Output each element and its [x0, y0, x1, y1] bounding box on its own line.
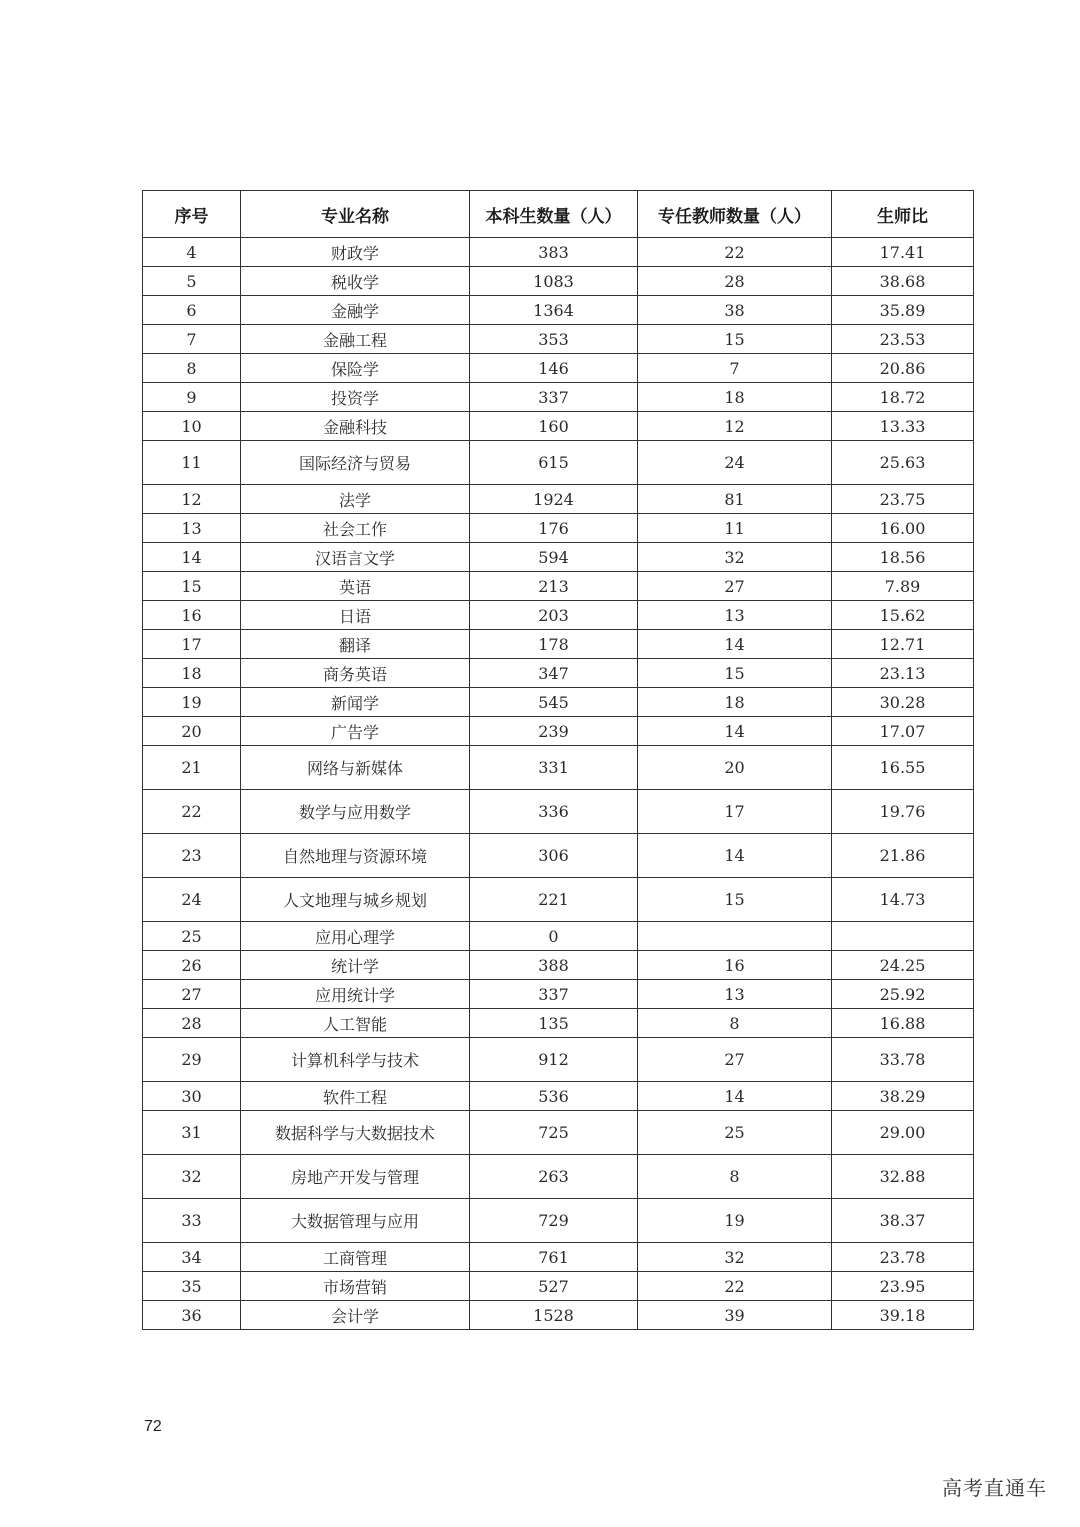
- table-row: [143, 441, 974, 485]
- cell-teacher-count: 11: [638, 514, 832, 543]
- table-row: [143, 1155, 974, 1199]
- cell-major-name: 投资学: [241, 383, 470, 412]
- cell-teacher-count: 20: [638, 746, 832, 790]
- cell-undergrad-count: 347: [470, 659, 638, 688]
- table-row: [143, 325, 974, 354]
- table-row: [143, 834, 974, 878]
- cell-teacher-count: 14: [638, 1082, 832, 1111]
- cell-teacher-count: 14: [638, 717, 832, 746]
- cell-index: 36: [143, 1301, 241, 1330]
- table-row: [143, 238, 974, 267]
- cell-major-name: 保险学: [241, 354, 470, 383]
- cell-index: 23: [143, 834, 241, 878]
- cell-teacher-count: 32: [638, 1243, 832, 1272]
- cell-major-name: 计算机科学与技术: [241, 1038, 470, 1082]
- table-row: [143, 383, 974, 412]
- cell-teacher-count: 7: [638, 354, 832, 383]
- cell-ratio: 18.56: [832, 543, 974, 572]
- cell-teacher-count: 15: [638, 878, 832, 922]
- cell-ratio: 32.88: [832, 1155, 974, 1199]
- table-row: [143, 1009, 974, 1038]
- cell-index: 31: [143, 1111, 241, 1155]
- cell-major-name: 大数据管理与应用: [241, 1199, 470, 1243]
- cell-teacher-count: 13: [638, 980, 832, 1009]
- cell-index: 12: [143, 485, 241, 514]
- cell-undergrad-count: 725: [470, 1111, 638, 1155]
- table-row: [143, 688, 974, 717]
- cell-major-name: 市场营销: [241, 1272, 470, 1301]
- cell-ratio: 16.88: [832, 1009, 974, 1038]
- cell-undergrad-count: 135: [470, 1009, 638, 1038]
- cell-undergrad-count: 337: [470, 383, 638, 412]
- cell-index: 21: [143, 746, 241, 790]
- cell-major-name: 应用心理学: [241, 922, 470, 951]
- table-row: [143, 1301, 974, 1330]
- cell-undergrad-count: 761: [470, 1243, 638, 1272]
- cell-index: 6: [143, 296, 241, 325]
- cell-ratio: 38.68: [832, 267, 974, 296]
- table-row: [143, 790, 974, 834]
- cell-teacher-count: 25: [638, 1111, 832, 1155]
- table-row: [143, 572, 974, 601]
- cell-major-name: 应用统计学: [241, 980, 470, 1009]
- cell-major-name: 工商管理: [241, 1243, 470, 1272]
- cell-major-name: 翻译: [241, 630, 470, 659]
- table-row: [143, 746, 974, 790]
- table-row: [143, 1243, 974, 1272]
- table-row: [143, 412, 974, 441]
- cell-major-name: 广告学: [241, 717, 470, 746]
- cell-teacher-count: 8: [638, 1155, 832, 1199]
- cell-major-name: 英语: [241, 572, 470, 601]
- cell-undergrad-count: 176: [470, 514, 638, 543]
- cell-index: 7: [143, 325, 241, 354]
- table-row: [143, 1038, 974, 1082]
- table-header-row: [143, 191, 974, 238]
- cell-teacher-count: 8: [638, 1009, 832, 1038]
- table-row: [143, 514, 974, 543]
- table-row: [143, 878, 974, 922]
- table-row: [143, 543, 974, 572]
- cell-undergrad-count: 536: [470, 1082, 638, 1111]
- cell-index: 18: [143, 659, 241, 688]
- cell-index: 24: [143, 878, 241, 922]
- cell-teacher-count: 14: [638, 630, 832, 659]
- cell-ratio: [832, 922, 974, 951]
- cell-major-name: 金融工程: [241, 325, 470, 354]
- cell-undergrad-count: 545: [470, 688, 638, 717]
- table-row: [143, 354, 974, 383]
- cell-major-name: 金融科技: [241, 412, 470, 441]
- table-row: [143, 485, 974, 514]
- cell-major-name: 汉语言文学: [241, 543, 470, 572]
- cell-undergrad-count: 239: [470, 717, 638, 746]
- cell-ratio: 23.78: [832, 1243, 974, 1272]
- cell-major-name: 房地产开发与管理: [241, 1155, 470, 1199]
- major-statistics-table: [142, 190, 974, 1330]
- table-row: [143, 296, 974, 325]
- cell-teacher-count: 16: [638, 951, 832, 980]
- cell-major-name: 人文地理与城乡规划: [241, 878, 470, 922]
- cell-ratio: 16.55: [832, 746, 974, 790]
- cell-index: 15: [143, 572, 241, 601]
- table-row: [143, 980, 974, 1009]
- cell-undergrad-count: 383: [470, 238, 638, 267]
- cell-ratio: 23.75: [832, 485, 974, 514]
- cell-ratio: 25.63: [832, 441, 974, 485]
- cell-undergrad-count: 178: [470, 630, 638, 659]
- cell-teacher-count: 28: [638, 267, 832, 296]
- cell-index: 19: [143, 688, 241, 717]
- cell-ratio: 20.86: [832, 354, 974, 383]
- cell-teacher-count: 39: [638, 1301, 832, 1330]
- cell-index: 27: [143, 980, 241, 1009]
- table-row: [143, 267, 974, 296]
- cell-undergrad-count: 306: [470, 834, 638, 878]
- cell-ratio: 17.41: [832, 238, 974, 267]
- cell-teacher-count: 14: [638, 834, 832, 878]
- cell-ratio: 35.89: [832, 296, 974, 325]
- cell-index: 22: [143, 790, 241, 834]
- cell-major-name: 财政学: [241, 238, 470, 267]
- cell-undergrad-count: 203: [470, 601, 638, 630]
- table-row: [143, 922, 974, 951]
- page-number: 72: [144, 1418, 162, 1435]
- cell-major-name: 国际经济与贸易: [241, 441, 470, 485]
- watermark-text: 高考直通车: [942, 1476, 1047, 1500]
- cell-teacher-count: 19: [638, 1199, 832, 1243]
- cell-index: 13: [143, 514, 241, 543]
- cell-ratio: 19.76: [832, 790, 974, 834]
- cell-undergrad-count: 1364: [470, 296, 638, 325]
- cell-index: 17: [143, 630, 241, 659]
- cell-major-name: 数学与应用数学: [241, 790, 470, 834]
- cell-ratio: 15.62: [832, 601, 974, 630]
- cell-index: 32: [143, 1155, 241, 1199]
- cell-major-name: 税收学: [241, 267, 470, 296]
- cell-index: 14: [143, 543, 241, 572]
- cell-undergrad-count: 331: [470, 746, 638, 790]
- cell-ratio: 25.92: [832, 980, 974, 1009]
- cell-major-name: 数据科学与大数据技术: [241, 1111, 470, 1155]
- cell-index: 9: [143, 383, 241, 412]
- cell-ratio: 24.25: [832, 951, 974, 980]
- cell-teacher-count: 18: [638, 383, 832, 412]
- cell-undergrad-count: 615: [470, 441, 638, 485]
- cell-undergrad-count: 0: [470, 922, 638, 951]
- header-major-name: 专业名称: [241, 191, 470, 238]
- cell-ratio: 23.53: [832, 325, 974, 354]
- header-ratio: 生师比: [832, 191, 974, 238]
- cell-teacher-count: 15: [638, 659, 832, 688]
- cell-index: 30: [143, 1082, 241, 1111]
- cell-major-name: 软件工程: [241, 1082, 470, 1111]
- cell-index: 29: [143, 1038, 241, 1082]
- cell-major-name: 统计学: [241, 951, 470, 980]
- cell-teacher-count: 22: [638, 1272, 832, 1301]
- table-row: [143, 717, 974, 746]
- cell-undergrad-count: 146: [470, 354, 638, 383]
- cell-major-name: 商务英语: [241, 659, 470, 688]
- cell-teacher-count: 17: [638, 790, 832, 834]
- cell-index: 25: [143, 922, 241, 951]
- cell-undergrad-count: 912: [470, 1038, 638, 1082]
- header-undergrad-count: 本科生数量（人）: [470, 191, 638, 238]
- cell-teacher-count: 81: [638, 485, 832, 514]
- cell-undergrad-count: 1528: [470, 1301, 638, 1330]
- cell-ratio: 38.29: [832, 1082, 974, 1111]
- table-row: [143, 601, 974, 630]
- cell-index: 16: [143, 601, 241, 630]
- cell-ratio: 38.37: [832, 1199, 974, 1243]
- cell-undergrad-count: 160: [470, 412, 638, 441]
- cell-index: 34: [143, 1243, 241, 1272]
- cell-ratio: 33.78: [832, 1038, 974, 1082]
- cell-index: 26: [143, 951, 241, 980]
- cell-teacher-count: 24: [638, 441, 832, 485]
- cell-undergrad-count: 1083: [470, 267, 638, 296]
- cell-major-name: 新闻学: [241, 688, 470, 717]
- table-row: [143, 951, 974, 980]
- cell-ratio: 17.07: [832, 717, 974, 746]
- cell-undergrad-count: 353: [470, 325, 638, 354]
- cell-index: 10: [143, 412, 241, 441]
- cell-teacher-count: 27: [638, 572, 832, 601]
- cell-ratio: 16.00: [832, 514, 974, 543]
- table-row: [143, 659, 974, 688]
- cell-index: 5: [143, 267, 241, 296]
- cell-major-name: 会计学: [241, 1301, 470, 1330]
- cell-major-name: 金融学: [241, 296, 470, 325]
- cell-index: 11: [143, 441, 241, 485]
- cell-ratio: 23.95: [832, 1272, 974, 1301]
- cell-undergrad-count: 336: [470, 790, 638, 834]
- cell-teacher-count: 18: [638, 688, 832, 717]
- cell-ratio: 39.18: [832, 1301, 974, 1330]
- table-row: [143, 630, 974, 659]
- cell-teacher-count: [638, 922, 832, 951]
- cell-major-name: 日语: [241, 601, 470, 630]
- cell-ratio: 30.28: [832, 688, 974, 717]
- cell-undergrad-count: 213: [470, 572, 638, 601]
- cell-undergrad-count: 263: [470, 1155, 638, 1199]
- cell-teacher-count: 27: [638, 1038, 832, 1082]
- cell-ratio: 23.13: [832, 659, 974, 688]
- cell-undergrad-count: 221: [470, 878, 638, 922]
- header-teacher-count: 专任教师数量（人）: [638, 191, 832, 238]
- table-row: [143, 1082, 974, 1111]
- cell-major-name: 法学: [241, 485, 470, 514]
- table-row: [143, 1199, 974, 1243]
- cell-undergrad-count: 527: [470, 1272, 638, 1301]
- cell-teacher-count: 32: [638, 543, 832, 572]
- cell-index: 28: [143, 1009, 241, 1038]
- cell-index: 33: [143, 1199, 241, 1243]
- cell-teacher-count: 22: [638, 238, 832, 267]
- cell-index: 4: [143, 238, 241, 267]
- cell-major-name: 自然地理与资源环境: [241, 834, 470, 878]
- cell-major-name: 人工智能: [241, 1009, 470, 1038]
- cell-ratio: 21.86: [832, 834, 974, 878]
- cell-ratio: 13.33: [832, 412, 974, 441]
- cell-index: 35: [143, 1272, 241, 1301]
- cell-ratio: 29.00: [832, 1111, 974, 1155]
- cell-ratio: 14.73: [832, 878, 974, 922]
- cell-index: 20: [143, 717, 241, 746]
- cell-teacher-count: 13: [638, 601, 832, 630]
- header-index: 序号: [143, 191, 241, 238]
- cell-undergrad-count: 337: [470, 980, 638, 1009]
- cell-teacher-count: 12: [638, 412, 832, 441]
- cell-ratio: 18.72: [832, 383, 974, 412]
- cell-ratio: 7.89: [832, 572, 974, 601]
- cell-undergrad-count: 1924: [470, 485, 638, 514]
- table-row: [143, 1272, 974, 1301]
- cell-index: 8: [143, 354, 241, 383]
- cell-teacher-count: 38: [638, 296, 832, 325]
- cell-undergrad-count: 729: [470, 1199, 638, 1243]
- cell-undergrad-count: 388: [470, 951, 638, 980]
- cell-undergrad-count: 594: [470, 543, 638, 572]
- table-row: [143, 1111, 974, 1155]
- cell-teacher-count: 15: [638, 325, 832, 354]
- cell-major-name: 网络与新媒体: [241, 746, 470, 790]
- cell-major-name: 社会工作: [241, 514, 470, 543]
- cell-ratio: 12.71: [832, 630, 974, 659]
